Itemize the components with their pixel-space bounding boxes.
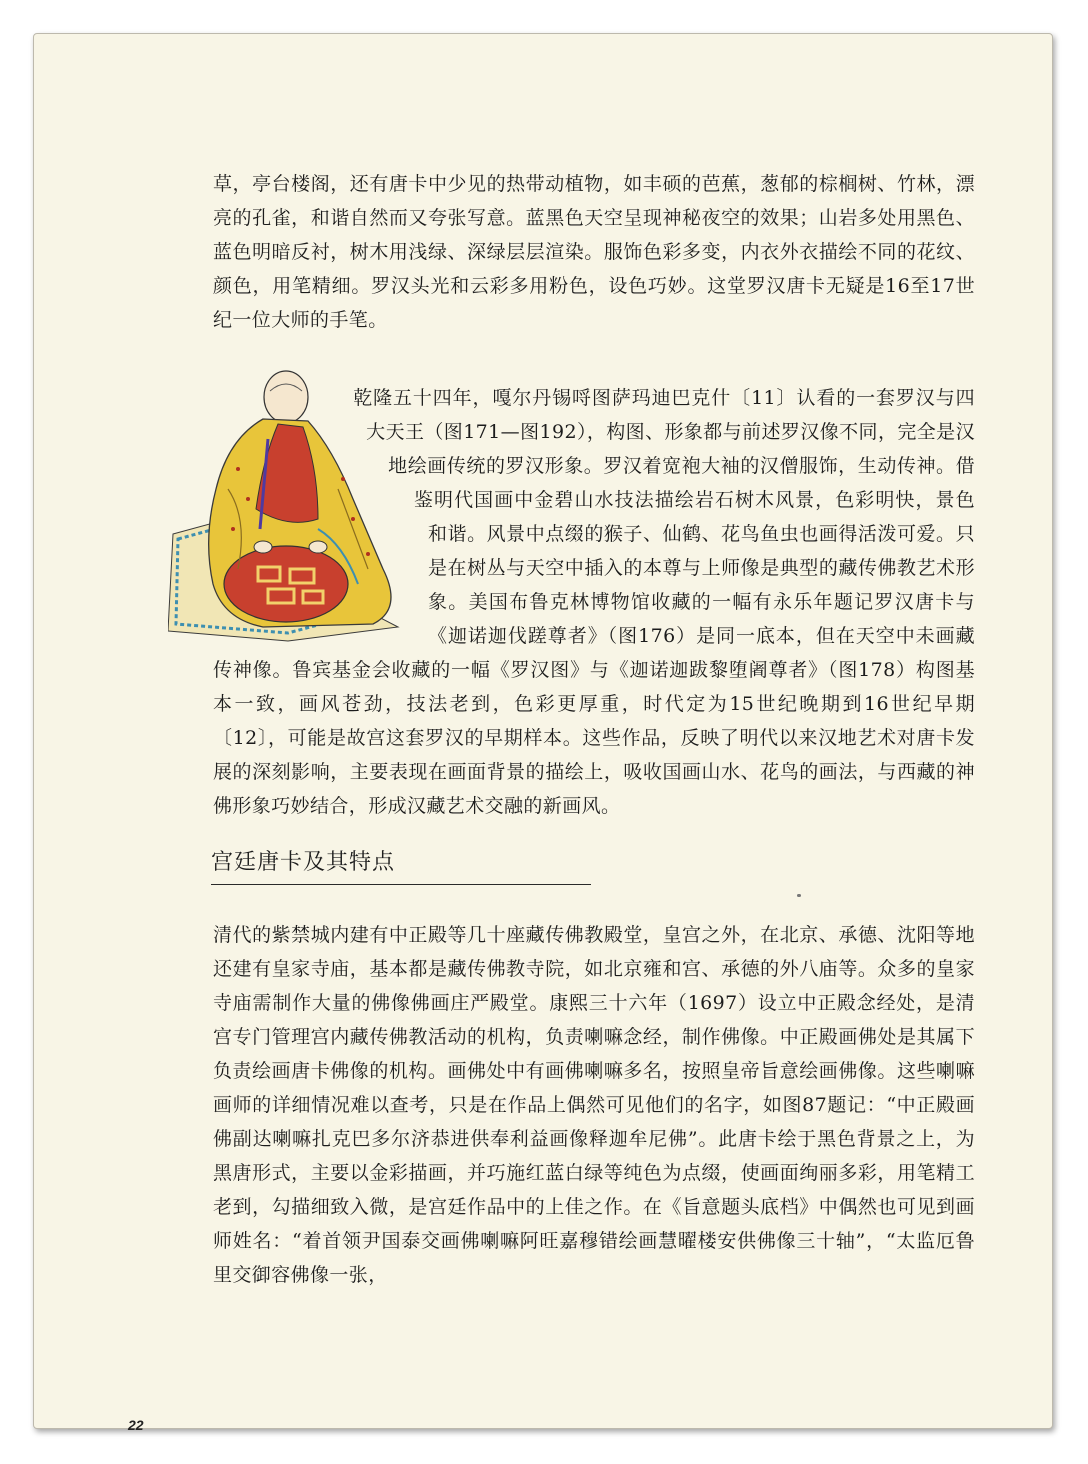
print-speck — [797, 894, 801, 897]
section-heading: 宫廷唐卡及其特点 — [211, 850, 396, 875]
arhat-illustration — [213, 381, 428, 641]
arhat-figure-image — [168, 369, 428, 649]
paragraph-3: 清代的紫禁城内建有中正殿等几十座藏传佛教殿堂，皇宫之外，在北京、承德、沈阳等地还建有皇家寺庙，基本都是藏传佛教寺院，如北京雍和宫、承德的外八庙等。众多的皇家寺庙需制作大量的佛像佛画庄严殿堂。康熙三十六年（1697）设立中正殿念经处，是清宫专门管理宫内藏传佛教活动的机构，负责喇嘛念经，制作佛像。中正殿画佛处是其属下负责绘画唐卡佛像的机构。画佛处中有画佛喇嘛多名，按照皇帝旨意绘画佛像。这些喇嘛画师的详细情况难以查考，只是在作品上偶然可见他们的名字，如图87题记：“中正殿画佛副达喇嘛扎克巴多尔济恭进供奉利益画像释迦牟尼佛”。此唐卡绘于黑色背景之上，为黑唐形式，主要以金彩描画，并巧施红蓝白绿等纯色为点缀，使画面绚丽多彩，用笔精工老到，勾描细致入微，是宫廷作品中的上佳之作。在《旨意题头底档》中偶然也可见到画师姓名：“着首领尹国泰交画佛喇嘛阿旺嘉穆错绘画慧曜楼安供佛像三十轴”，“太监厄鲁里交御容佛像一张， — [213, 924, 975, 1286]
book-page — [33, 33, 1053, 1433]
paragraph-1: 草，亭台楼阁，还有唐卡中少见的热带动植物，如丰硕的芭蕉，葱郁的棕榈树、竹林，漂亮的孔雀，和谐自然而又夸张写意。蓝黑色天空呈现神秘夜空的效果；山岩多处用黑色、蓝色明暗反衬，树木用浅绿、深绿层层渲染。服饰色彩多变，内衣外衣描绘不同的花纹、颜色，用笔精细。罗汉头光和云彩多用粉色，设色巧妙。这堂罗汉唐卡无疑是16至17世纪一位大师的手笔。 — [213, 173, 975, 331]
page-number: 22 — [128, 1417, 144, 1433]
paragraph-2: 乾隆五十四年，嘎尔丹锡哷图萨玛迪巴克什〔11〕认看的一套罗汉与四大天王（图171—图192），构图、形象都与前述罗汉像不同，完全是汉地绘画传统的罗汉形象。罗汉着宽袍大袖的汉僧服饰，生动传神。借鉴明代国画中金碧山水技法描绘岩石树木风景，色彩明快，景色和谐。风景中点缀的猴子、仙鹤、花鸟鱼虫也画得活泼可爱。只是在树丛与天空中插入的本尊与上师像是典型的藏传佛教艺术形象。美国布鲁克林博物馆收藏的一幅有永乐年题记罗汉唐卡与《迦诺迦伐蹉尊者》（图176）是同一底本，但在天空中未画藏传神像。鲁宾基金会收藏的一幅《罗汉图》与《迦诺迦跋黎堕阇尊者》（图178）构图基本一致，画风苍劲，技法老到，色彩更厚重，时代定为15世纪晚期到16世纪早期〔12〕，可能是故宫这套罗汉的早期样本。这些作品，反映了明代以来汉地艺术对唐卡发展的深刻影响，主要表现在画面背景的描绘上，吸收国画山水、花鸟的画法，与西藏的神佛形象巧妙结合，形成汉藏艺术交融的新画风。 — [213, 387, 975, 817]
heading-underline — [211, 884, 591, 885]
paragraph-2-block — [213, 381, 975, 823]
